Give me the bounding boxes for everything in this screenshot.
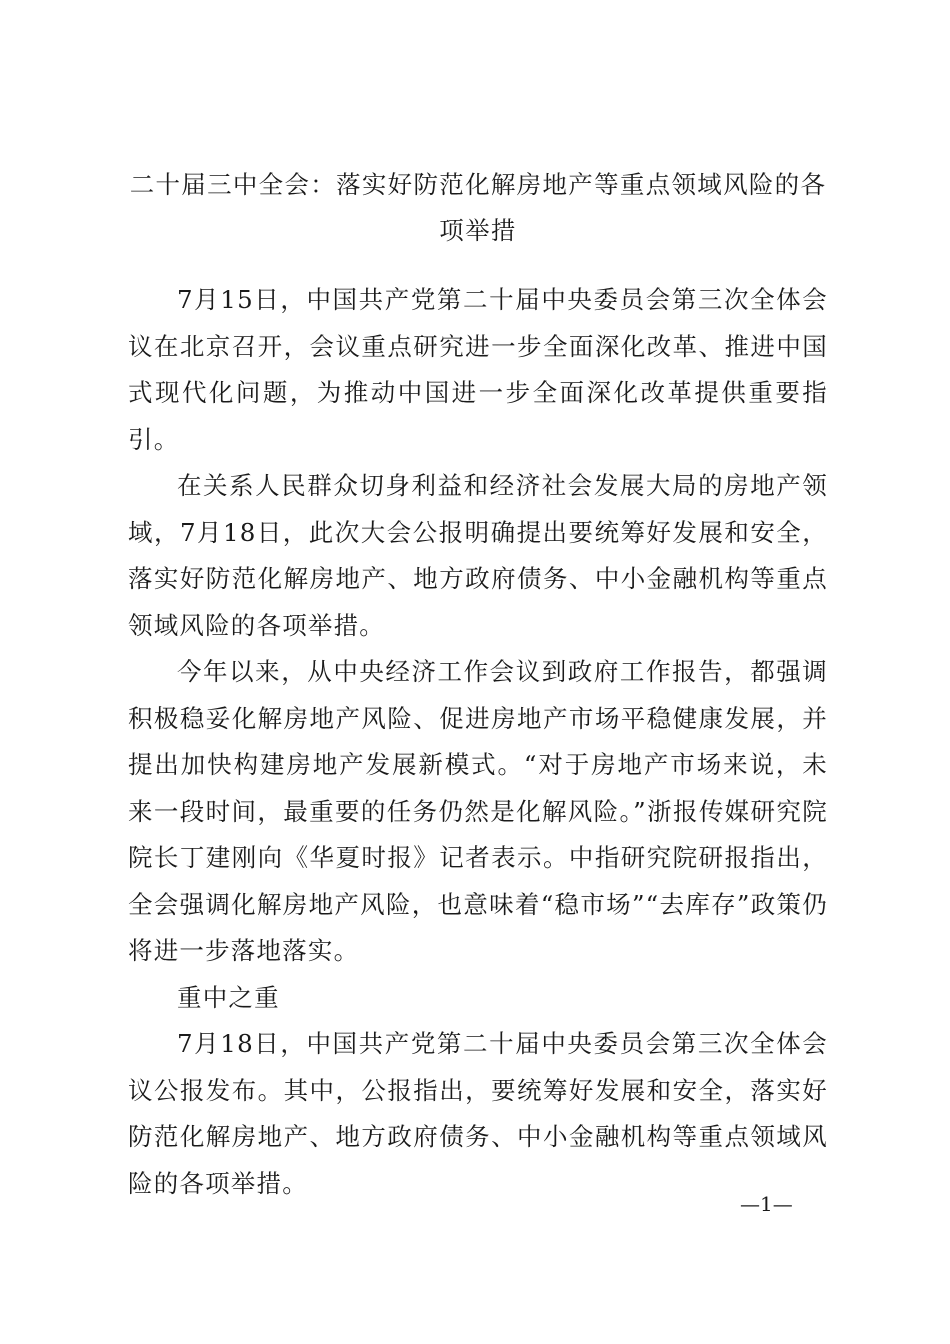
paragraph-meeting-opening: 7月15日，中国共产党第二十届中央委员会第三次全体会议在北京召开，会议重点研究进一步全面深化改革、推进中国式现代化问题，为推动中国进一步全面深化改革提供重要指引。 — [128, 285, 828, 454]
paragraph-real-estate-communique: 在关系人民群众切身利益和经济社会发展大局的房地产领域，7月18日，此次大会公报明确提出要统筹好发展和安全，落实好防范化解房地产、地方政府债务、中小金融机构等重点领域风险的各项举措。 — [128, 471, 828, 640]
paragraph-communique-release: 7月18日，中国共产党第二十届中央委员会第三次全体会议公报发布。其中，公报指出，要统筹好发展和安全，落实好防范化解房地产、地方政府债务、中小金融机构等重点领域风险的各项举措。 — [128, 1029, 828, 1198]
document-body — [128, 277, 828, 1207]
page-number: —1— — [740, 1192, 793, 1216]
document-title: 二十届三中全会：落实好防范化解房地产等重点领域风险的各项举措 — [129, 170, 827, 245]
section-heading: 重中之重 — [177, 982, 280, 1012]
paragraph-risk-resolution: 今年以来，从中央经济工作会议到政府工作报告，都强调积极稳妥化解房地产风险、促进房地产市场平稳健康发展，并提出加快构建房地产发展新模式。“对于房地产市场来说，未来一段时间，最重要的任务仍然是化解风险。”浙报传媒研究院院长丁建刚向《华夏时报》记者表示。中指研究院研报指出，全会强调化解房地产风险，也意味着“稳市场”“去库存”政策仍将进一步落地落实。 — [128, 657, 828, 965]
